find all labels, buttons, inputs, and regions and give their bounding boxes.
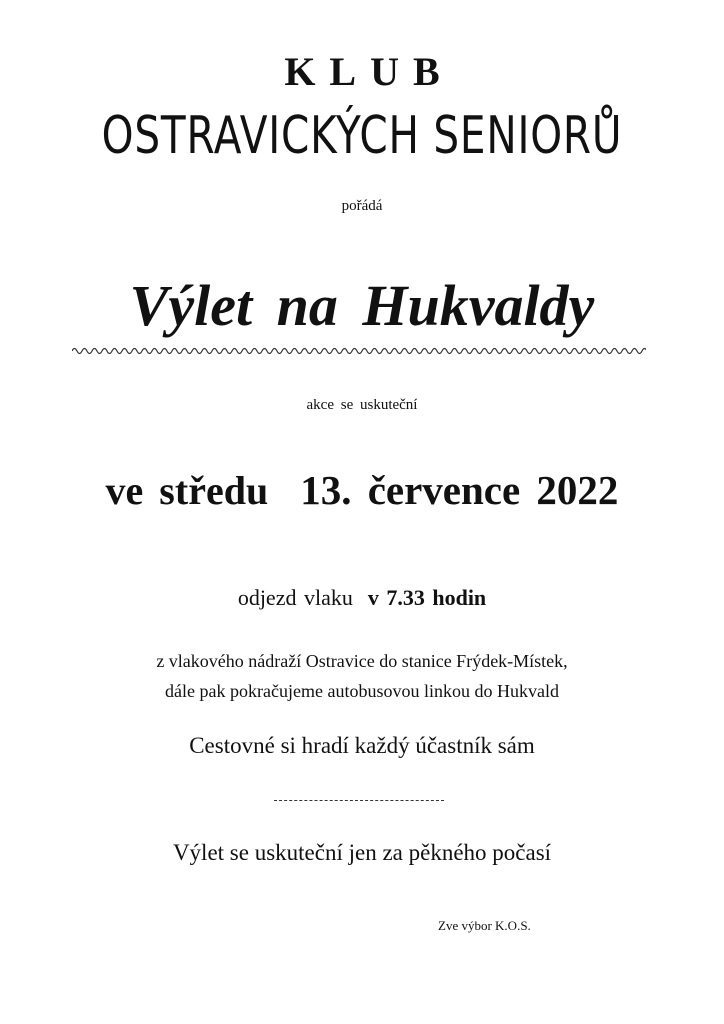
route-line-1: z vlakového nádraží Ostravice do stanice Frýdek-Místek, — [156, 651, 568, 671]
date-prefix: ve středu — [105, 468, 269, 513]
dashed-divider — [274, 800, 444, 801]
club-heading: KLUB — [284, 49, 454, 94]
event-date — [0, 466, 724, 514]
event-happens-text: akce se uskuteční — [306, 397, 418, 413]
event-title: Výlet na Hukvaldy — [129, 273, 595, 338]
signature: Zve výbor K.O.S. — [438, 918, 531, 933]
date-value: 13. července 2022 — [300, 467, 619, 513]
departure-info — [0, 585, 724, 611]
departure-prefix: odjezd vlaku — [237, 585, 353, 610]
organizes-text: pořádá — [341, 198, 383, 214]
route-line-2: dále pak pokračujeme autobusovou linkou do Hukvald — [165, 681, 559, 701]
weather-note: Výlet se uskuteční jen za pěkného počasí — [172, 840, 552, 865]
fare-note: Cestovné si hradí každý účastník sám — [189, 733, 535, 758]
departure-time: v 7.33 hodin — [367, 585, 487, 610]
organization-name: OSTRAVICKÝCH SENIORŮ — [101, 106, 623, 166]
wavy-divider — [72, 344, 646, 358]
